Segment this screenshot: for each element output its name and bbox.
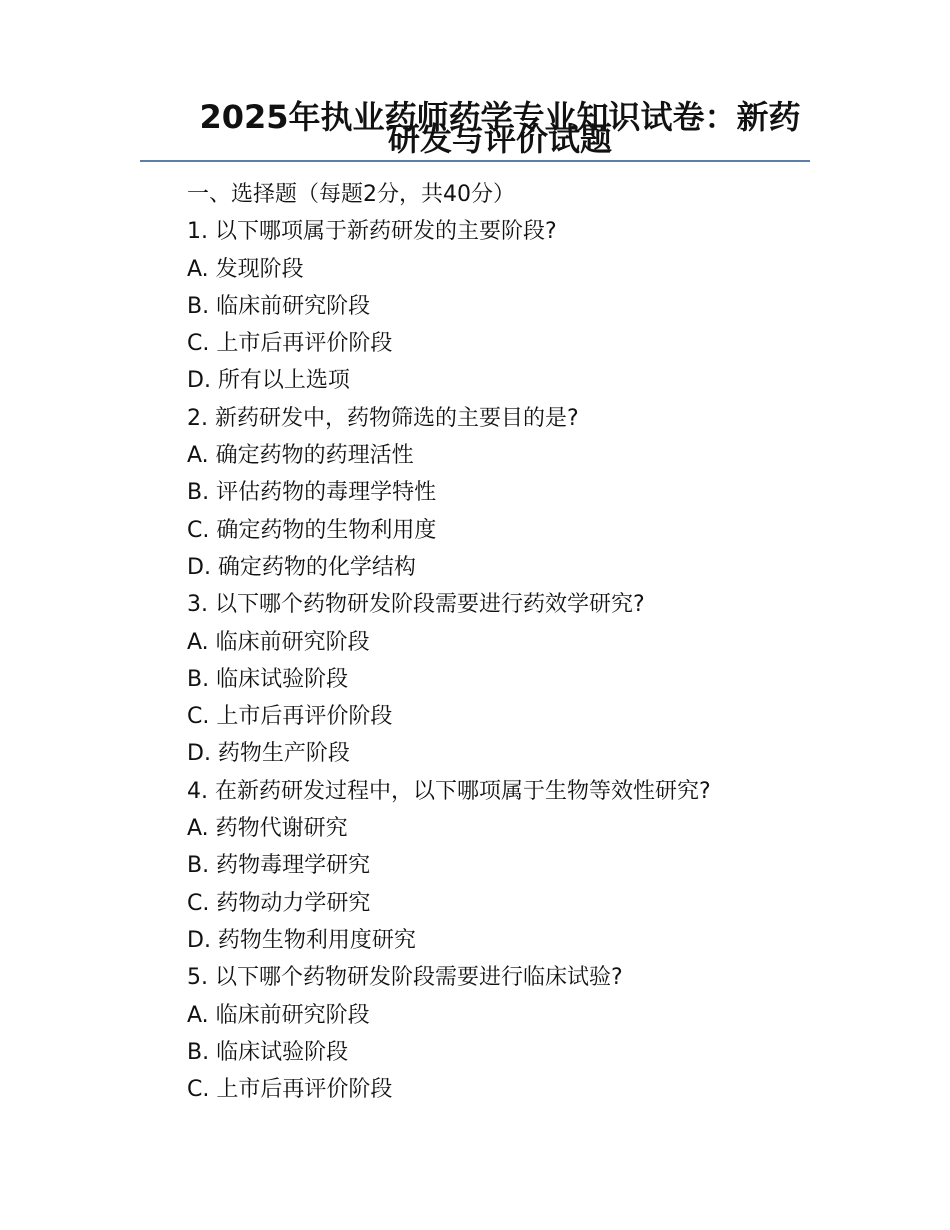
answer-option: A. 临床前研究阶段 (187, 629, 370, 655)
question-stem: 5. 以下哪个药物研发阶段需要进行临床试验? (187, 965, 623, 991)
answer-option: C. 上市后再评价阶段 (187, 704, 393, 730)
question-stem: 3. 以下哪个药物研发阶段需要进行药效学研究? (187, 592, 645, 618)
question-stem: 2. 新药研发中，药物筛选的主要目的是? (187, 405, 579, 431)
answer-option: D. 药物生物利用度研究 (187, 927, 416, 953)
document-title: 2025年执业药师药学专业知识试卷：新药研发与评价试题 (199, 98, 801, 158)
answer-option: C. 确定药物的生物利用度 (187, 517, 437, 543)
question-list (187, 176, 827, 1108)
answer-option: D. 药物生产阶段 (187, 741, 350, 767)
answer-option: A. 确定药物的药理活性 (187, 443, 414, 469)
answer-option: A. 药物代谢研究 (187, 816, 348, 842)
answer-option: B. 药物毒理学研究 (187, 853, 371, 879)
answer-option: C. 上市后再评价阶段 (187, 331, 393, 357)
title-underline (140, 160, 810, 162)
answer-option: B. 临床试验阶段 (187, 1039, 349, 1065)
question-stem: 1. 以下哪项属于新药研发的主要阶段? (187, 219, 557, 245)
answer-option: D. 确定药物的化学结构 (187, 554, 416, 580)
answer-option: D. 所有以上选项 (187, 368, 350, 394)
answer-option: C. 上市后再评价阶段 (187, 1077, 393, 1103)
answer-option: B. 临床前研究阶段 (187, 293, 371, 319)
answer-option: A. 临床前研究阶段 (187, 1002, 370, 1028)
answer-option: B. 评估药物的毒理学特性 (187, 480, 437, 506)
answer-option: C. 药物动力学研究 (187, 890, 371, 916)
section-heading: 一、选择题（每题2分，共40分） (187, 182, 515, 207)
question-stem: 4. 在新药研发过程中，以下哪项属于生物等效性研究? (187, 778, 711, 804)
answer-option: A. 发现阶段 (187, 256, 304, 282)
answer-option: B. 临床试验阶段 (187, 666, 349, 692)
